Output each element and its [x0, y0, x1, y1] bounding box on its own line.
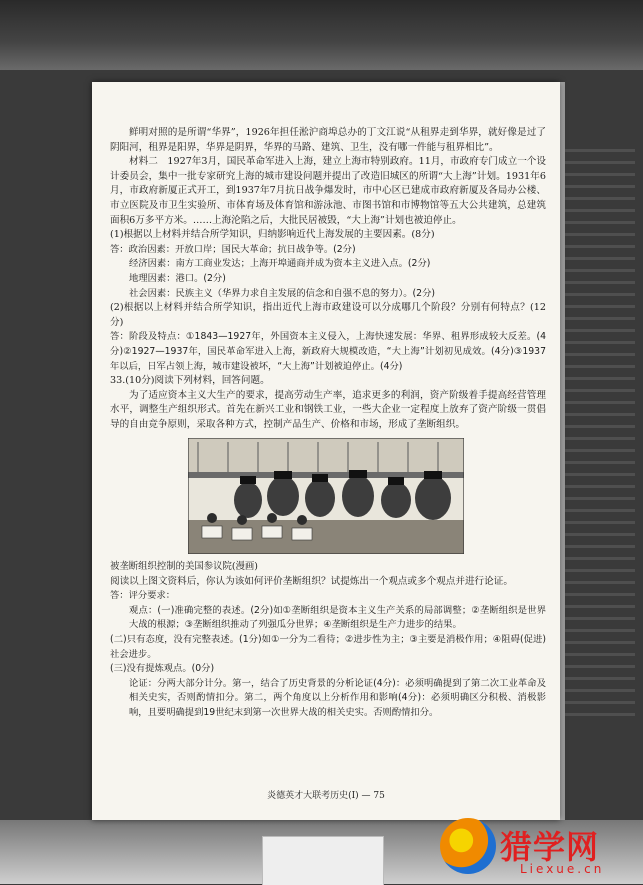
- answer-33-argument: 论证：分两大部分计分。第一，结合了历史背景的分析论证(4分)：必须明确提到了第二次工业革命及相关史实，否则酌情扣分。第二，两个角度以上分析作用和影响(4分)：必须明确区分积极、消极影响，且要明确提到19世纪末到第一次世界大战的相关史实。否则酌情扣分。: [129, 677, 546, 718]
- document-page: [92, 82, 560, 820]
- question-1: (1)根据以上材料并结合所学知识，归纳影响近代上海发展的主要因素。(8分): [110, 229, 435, 241]
- answer-1-economy: 经济因素：南方工商业发达；上海开埠通商并成为资本主义进入点。(2分): [129, 258, 431, 270]
- page-footer: 炎德英才大联考历史(I) — 75: [267, 791, 385, 801]
- watermark-logo: [440, 818, 640, 884]
- answer-1-politics: 答：政治因素：开放口岸；国民大革命；抗日战争等。(2分): [110, 243, 356, 255]
- answer-2: 答：阶段及特点：①1843—1927年，外国资本主义侵入，上海快速发展：华界、租界形成较大反差。(4分)②1927—1937年，国民革命军进入上海，新政府大规模改造，“大上海”计划初见成效。(4分)③1937年以后，日军占领上海，城市建设被坏，“大上海”计划被迫停止。(4分): [110, 331, 546, 372]
- answer-33-header: 答：评分要求：: [110, 590, 176, 602]
- question-33-material: 为了适应资本主义大生产的要求，提高劳动生产率，追求更多的利润，资产阶级着手提高经营管理水平，调整生产组织形式。首先在新兴工业和钢铁工业，一些大企业一定程度上放弃了资产阶级一贯倡导的自由竞争原则，采取各种方式，控制产品生产、价格和市场，形成了垄断组织。: [110, 389, 546, 430]
- answer-33-viewpoint-full: 观点：(一)准确完整的表述。(2分)如①垄断组织是资本主义生产关系的局部调整；②垄断组织是世界大战的根源；③垄断组织推动了列强瓜分世界；④垄断组织是生产力进步的结果。: [129, 604, 546, 631]
- cartoon-caption: 被垄断组织控制的美国参议院(漫画): [110, 561, 258, 573]
- scanner-tab: [262, 836, 384, 885]
- scanner-top-edge: [0, 0, 643, 70]
- show-through-lines: [565, 140, 635, 820]
- answer-33-viewpoint-none: (三)没有提炼观点。(0分): [110, 663, 215, 675]
- answer-33-viewpoint-partial: (二)只有态度，没有完整表述。(1分)如①一分为二看待；②进步性为主；③主要是消极作用；④阻碍(促进)社会进步。: [110, 634, 546, 660]
- page-content: [110, 126, 546, 721]
- material-one-tail: 鲜明对照的是所谓“华界”，1926年担任淞沪商埠总办的丁文江说“从租界走到华界，就好像是过了阴阳河，租界是阳界，华界是阴界，华界的马路、建筑、卫生，没有哪一件能与租界相比”。: [110, 127, 546, 153]
- watermark-en: Liexue.cn: [520, 862, 605, 876]
- question-33-prompt: 阅读以上图文资料后，你认为该如何评价垄断组织？试提炼出一个观点或多个观点并进行论证。: [110, 575, 513, 587]
- question-33-heading: 33.(10分)阅读下列材料，回答问题。: [110, 375, 270, 387]
- material-two: 材料二 1927年3月，国民革命军进入上海，建立上海市特别政府。11月，市政府专门成立一个设计委员会，集中一批专家研究上海的城市建设问题并提出了改造旧城区的所谓“大上海”计划。1931年6月，市政府新厦正式开工，到1937年7月抗日战争爆发时，市中心区已建成市政府新厦及各局办公楼、市立医院及市卫生实验所、市体育场及体育馆和游泳池、市图书馆和市博物馆等五大公共建筑，总建筑面积6万多平方米。……上海沦陷之后，大批民居被毁，“大上海”计划也被迫停止。: [110, 156, 546, 226]
- question-2: (2)根据以上材料并结合所学知识，指出近代上海市政建设可以分成哪几个阶段？分别有何特点？(12分): [110, 302, 546, 328]
- answer-1-society: 社会因素：民族主义（华界力求自主发展的信念和自强不息的努力）。(2分): [129, 287, 436, 299]
- senate-cartoon-illustration: [188, 438, 464, 554]
- watermark-cn: 猎学网: [500, 828, 600, 866]
- logo-emblem-icon: [440, 818, 496, 874]
- answer-1-geography: 地理因素：港口。(2分): [129, 272, 226, 284]
